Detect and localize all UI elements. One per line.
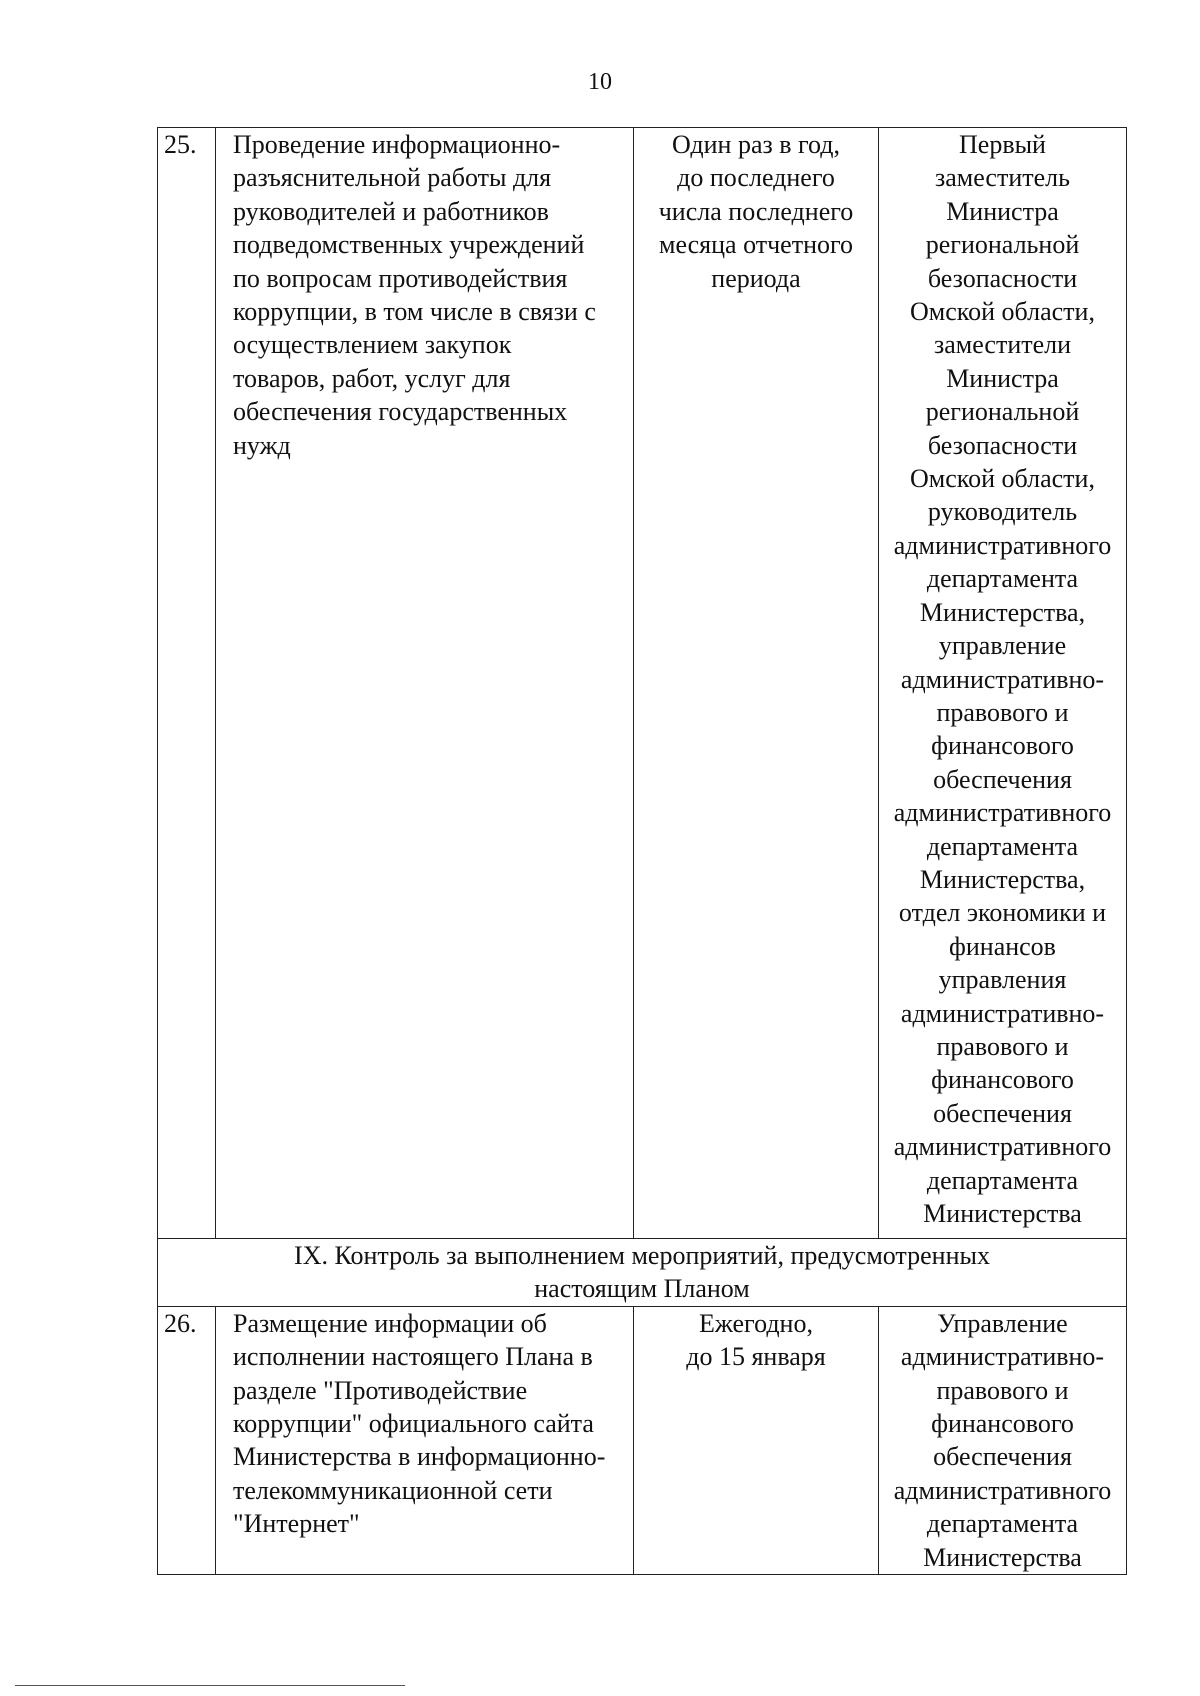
responsible-party: Управление административно- правового и финансового обеспечения административного департамента Министерства xyxy=(879,1306,1127,1574)
table-row xyxy=(158,1306,1127,1574)
action-description: Проведение информационно- разъяснительной работы для руководителей и работников подведомственных учреждений по вопросам противодействия коррупции, в том числе в связи с осуществлением закупок товаров, работ, услуг для обеспечения государственных нужд xyxy=(216,128,634,1239)
deadline: Один раз в год, до последнего числа последнего месяца отчетного периода xyxy=(634,128,879,1239)
footer-divider xyxy=(15,1685,405,1686)
responsible-party: Первый заместитель Министра региональной безопасности Омской области, заместители Министра региональной безопасности Омской области, руководитель административного департамента Министерства, управление административно- правового и финансового обеспечения административного департамента Министерства, отдел экономики и финансов управления административно- правового и финансового обеспечения административного департамента Министерства xyxy=(879,128,1127,1239)
table-row xyxy=(158,128,1127,1239)
section-heading-row xyxy=(158,1239,1127,1307)
page-number: 10 xyxy=(588,69,612,95)
action-description: Размещение информации об исполнении настоящего Плана в разделе "Противодействие коррупции" официального сайта Министерства в информационно- телекоммуникационной сети "Интернет" xyxy=(216,1306,634,1574)
section-heading xyxy=(158,1239,1127,1307)
plan-table xyxy=(157,127,1127,1575)
row-number: 26. xyxy=(158,1306,216,1574)
section-title-line-2: настоящим Планом xyxy=(534,1274,750,1304)
deadline: Ежегодно, до 15 января xyxy=(634,1306,879,1574)
row-number: 25. xyxy=(158,128,216,1239)
section-title-line-1: IX. Контроль за выполнением мероприятий, предусмотренных xyxy=(294,1241,990,1270)
